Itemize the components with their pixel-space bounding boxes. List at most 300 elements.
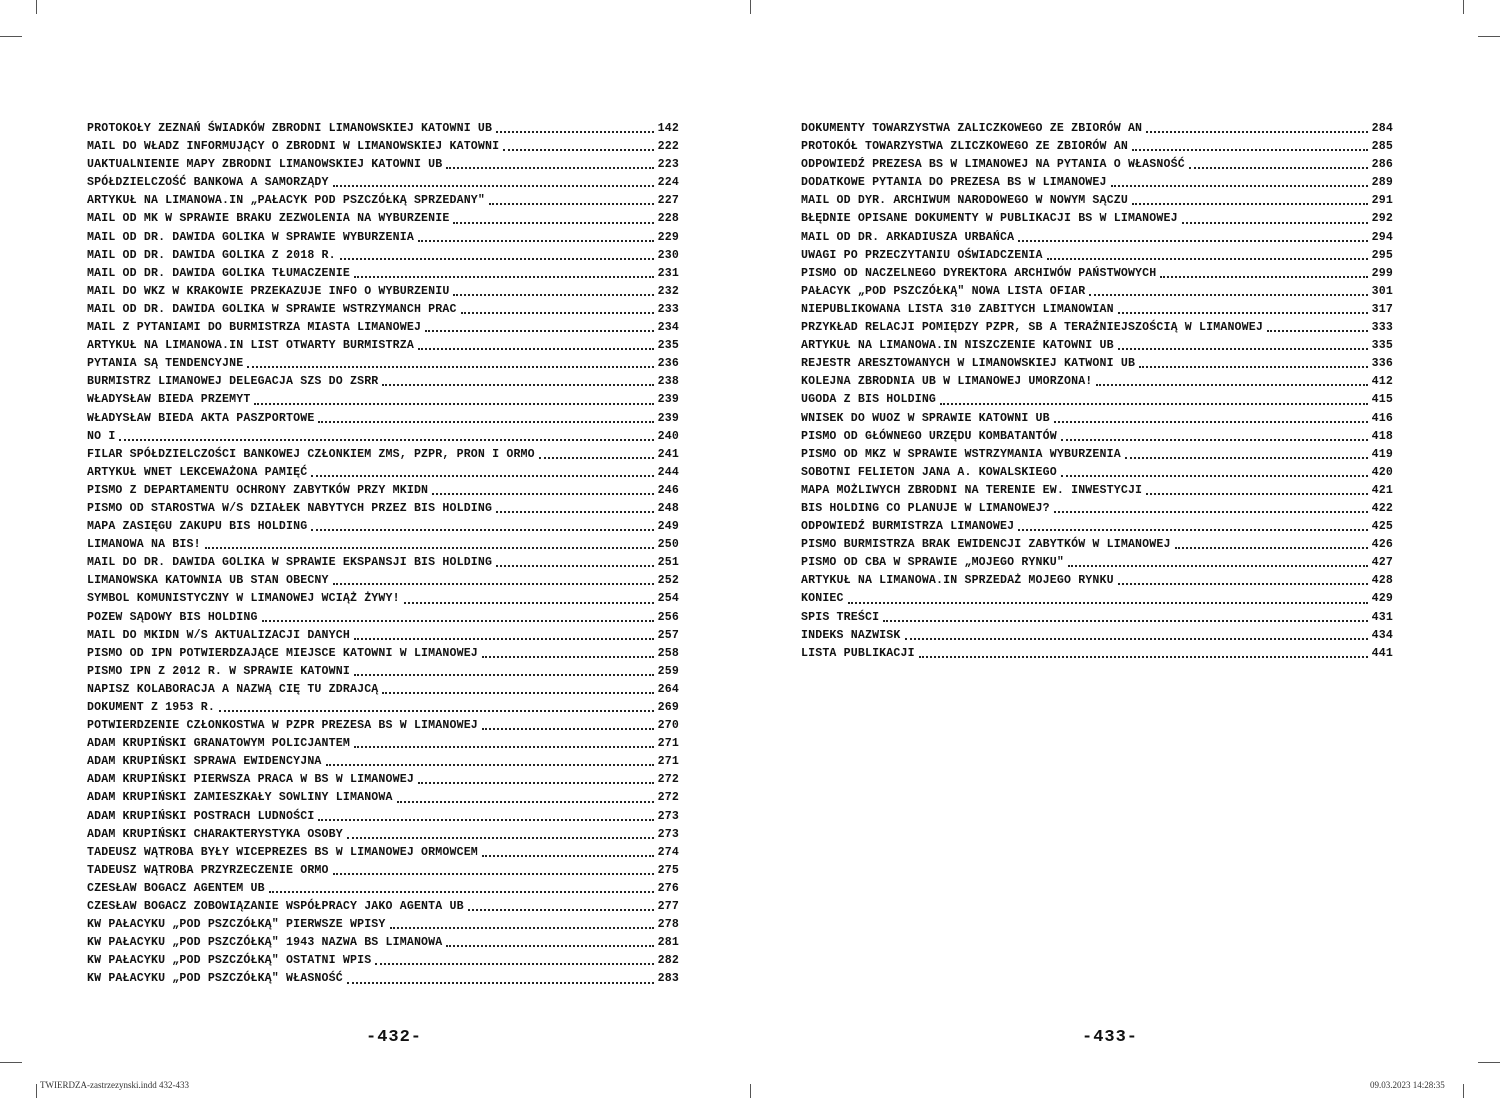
toc-entry-title: KW PAŁACYKU „POD PSZCZÓŁKĄ" 1943 NAZWA BS LIMANOWA bbox=[87, 936, 443, 950]
toc-entry-title: UGODA Z BIS HOLDING bbox=[801, 393, 937, 407]
toc-entry bbox=[87, 627, 679, 645]
toc-entry-page: 285 bbox=[1371, 140, 1393, 154]
toc-entry bbox=[87, 590, 679, 608]
dot-leader bbox=[205, 536, 654, 554]
dot-leader bbox=[482, 717, 654, 735]
toc-entry bbox=[801, 410, 1393, 428]
toc-entry-page: 241 bbox=[657, 447, 679, 461]
toc-entry-title: LIMANOWA NA BIS! bbox=[87, 538, 201, 552]
toc-entry-title: PRZYKŁAD RELACJI POMIĘDZY PZPR, SB A TERAŹNIEJSZOŚCIĄ W LIMANOWEJ bbox=[801, 321, 1263, 335]
dot-leader bbox=[1189, 156, 1368, 174]
toc-entry-page: 294 bbox=[1371, 230, 1393, 244]
toc-entry-page: 224 bbox=[657, 176, 679, 190]
toc-entry bbox=[87, 319, 679, 337]
toc-entry bbox=[87, 880, 679, 898]
toc-entry-title: MAIL OD DR. ARKADIUSZA URBAŃCA bbox=[801, 230, 1015, 244]
toc-entry-page: 416 bbox=[1371, 411, 1393, 425]
dot-leader bbox=[254, 391, 654, 409]
toc-entry bbox=[87, 301, 679, 319]
toc-entry-page: 251 bbox=[657, 556, 679, 570]
toc-entry-title: POZEW SĄDOWY BIS HOLDING bbox=[87, 610, 258, 624]
toc-entry bbox=[87, 174, 679, 192]
dot-leader bbox=[354, 265, 654, 283]
toc-entry-page: 236 bbox=[657, 357, 679, 371]
slug-timestamp: 09.03.2023 14:28:35 bbox=[1370, 1080, 1445, 1090]
toc-entry bbox=[801, 590, 1393, 608]
dot-leader bbox=[1139, 355, 1368, 373]
toc-entry-title: ADAM KRUPIŃSKI ZAMIESZKAŁY SOWLINY LIMANOWA bbox=[87, 791, 393, 805]
toc-entry bbox=[801, 301, 1393, 319]
dot-leader bbox=[1118, 337, 1368, 355]
toc-entry-title: WŁADYSŁAW BIEDA AKTA PASZPORTOWE bbox=[87, 411, 315, 425]
toc-entry-title: MAIL OD DYR. ARCHIWUM NARODOWEGO W NOWYM SĄCZU bbox=[801, 194, 1128, 208]
toc-entry-title: NAPISZ KOLABORACJA A NAZWĄ CIĘ TU ZDRAJCĄ bbox=[87, 682, 379, 696]
toc-entry bbox=[87, 446, 679, 464]
toc-entry bbox=[87, 428, 679, 446]
toc-entry bbox=[87, 898, 679, 916]
toc-entry-page: 257 bbox=[657, 628, 679, 642]
toc-entry-page: 292 bbox=[1371, 212, 1393, 226]
toc-entry bbox=[801, 609, 1393, 627]
toc-entry bbox=[87, 120, 679, 138]
dot-leader bbox=[397, 789, 654, 807]
toc-entry-page: 239 bbox=[657, 411, 679, 425]
toc-entry-title: MAIL OD DR. DAWIDA GOLIKA W SPRAWIE WSTRZYMANCH PRAC bbox=[87, 302, 457, 316]
toc-entry-title: SPÓŁDZIELCZOŚĆ BANKOWA A SAMORZĄDY bbox=[87, 176, 329, 190]
toc-entry-page: 246 bbox=[657, 483, 679, 497]
dot-leader bbox=[1182, 210, 1368, 228]
crop-mark bbox=[0, 1062, 22, 1063]
toc-entry-page: 426 bbox=[1371, 538, 1393, 552]
toc-entry-title: PISMO OD STAROSTWA W/S DZIAŁEK NABYTYCH PRZEZ BIS HOLDING bbox=[87, 501, 493, 515]
toc-entry-title: PISMO OD GŁÓWNEGO URZĘDU KOMBATANTÓW bbox=[801, 429, 1057, 443]
toc-entry-title: BURMISTRZ LIMANOWEJ DELEGACJA SZS DO ZSRR bbox=[87, 375, 379, 389]
toc-entry bbox=[801, 247, 1393, 265]
toc-entry-page: 238 bbox=[657, 375, 679, 389]
toc-entry-page: 228 bbox=[657, 212, 679, 226]
dot-leader bbox=[848, 590, 1368, 608]
toc-entry bbox=[801, 428, 1393, 446]
toc-entry-title: ARTYKUŁ NA LIMANOWA.IN NISZCZENIE KATOWNI UB bbox=[801, 339, 1114, 353]
toc-entry-page: 289 bbox=[1371, 176, 1393, 190]
dot-leader bbox=[539, 446, 654, 464]
toc-entry bbox=[87, 844, 679, 862]
dot-leader bbox=[219, 699, 654, 717]
toc-entry-page: 269 bbox=[657, 701, 679, 714]
toc-entry-title: MAIL DO DR. DAWIDA GOLIKA W SPRAWIE EKSPANSJI BIS HOLDING bbox=[87, 556, 493, 570]
dot-leader bbox=[354, 663, 654, 681]
dot-leader bbox=[496, 120, 654, 138]
toc-entry bbox=[87, 156, 679, 174]
toc-entry bbox=[87, 554, 679, 572]
dot-leader bbox=[418, 337, 654, 355]
toc-entry-page: 254 bbox=[657, 592, 679, 606]
toc-entry-title: BIS HOLDING CO PLANUJE W LIMANOWEJ? bbox=[801, 501, 1050, 515]
toc-entry-title: ARTYKUŁ NA LIMANOWA.IN „PAŁACYK POD PSZCZÓŁKĄ SPRZEDANY" bbox=[87, 194, 486, 208]
dot-leader bbox=[1054, 500, 1368, 518]
toc-entry-title: REJESTR ARESZTOWANYCH W LIMANOWSKIEJ KATWONI UB bbox=[801, 357, 1136, 371]
toc-entry-page: 239 bbox=[657, 393, 679, 407]
toc-entry-title: NIEPUBLIKOWANA LISTA 310 ZABITYCH LIMANOWIAN bbox=[801, 302, 1114, 316]
dot-leader bbox=[919, 645, 1368, 663]
toc-entry-page: 418 bbox=[1371, 429, 1393, 443]
toc-entry-page: 291 bbox=[1371, 194, 1393, 208]
toc-entry bbox=[87, 283, 679, 301]
toc-entry-title: MAPA ZASIĘGU ZAKUPU BIS HOLDING bbox=[87, 520, 308, 534]
toc-entry-title: ODPOWIEDŹ BURMISTRZA LIMANOWEJ bbox=[801, 520, 1015, 534]
crop-mark bbox=[0, 36, 22, 37]
toc-entry-title: WŁADYSŁAW BIEDA PRZEMYT bbox=[87, 393, 251, 407]
dot-leader bbox=[1068, 554, 1368, 572]
toc-entry bbox=[87, 572, 679, 590]
toc-entry-title: UAKTUALNIENIE MAPY ZBRODNI LIMANOWSKIEJ KATOWNI UB bbox=[87, 158, 443, 172]
toc-entry-title: PISMO OD CBA W SPRAWIE „MOJEGO RYNKU" bbox=[801, 556, 1064, 570]
toc-entry-title: MAIL Z PYTANIAMI DO BURMISTRZA MIASTA LIMANOWEJ bbox=[87, 321, 422, 335]
toc-entry-title: PYTANIA SĄ TENDENCYJNE bbox=[87, 357, 244, 371]
dot-leader bbox=[418, 229, 654, 247]
toc-entry-title: BŁĘDNIE OPISANE DOKUMENTY W PUBLIKACJI BS W LIMANOWEJ bbox=[801, 212, 1178, 226]
toc-entry-title: ADAM KRUPIŃSKI GRANATOWYM POLICJANTEM bbox=[87, 737, 350, 751]
toc-entry-page: 274 bbox=[657, 845, 679, 859]
dot-leader bbox=[333, 174, 654, 192]
toc-entry-page: 335 bbox=[1371, 339, 1393, 353]
dot-leader bbox=[418, 771, 654, 789]
toc-entry-title: MAIL OD DR. DAWIDA GOLIKA W SPRAWIE WYBURZENIA bbox=[87, 230, 414, 244]
toc-entry bbox=[87, 952, 679, 970]
dot-leader bbox=[247, 355, 654, 373]
toc-entry-page: 270 bbox=[657, 719, 679, 733]
toc-entry-title: SPIS TREŚCI bbox=[801, 610, 880, 624]
toc-entry-page: 295 bbox=[1371, 248, 1393, 262]
toc-entry-title: PROTOKÓŁ TOWARZYSTWA ZLICZKOWEGO ZE ZBIORÓW AN bbox=[801, 140, 1128, 154]
toc-entry bbox=[801, 645, 1393, 663]
toc-entry-page: 333 bbox=[1371, 321, 1393, 335]
dot-leader bbox=[333, 572, 654, 590]
toc-entry-page: 233 bbox=[657, 302, 679, 316]
dot-leader bbox=[269, 880, 654, 898]
toc-entry-title: LIMANOWSKA KATOWNIA UB STAN OBECNY bbox=[87, 574, 329, 588]
toc-entry-page: 281 bbox=[657, 936, 679, 950]
toc-entry bbox=[801, 482, 1393, 500]
toc-entry-page: 434 bbox=[1371, 628, 1393, 642]
dot-leader bbox=[1018, 229, 1368, 247]
toc-entry-title: INDEKS NAZWISK bbox=[801, 628, 901, 642]
toc-entry-page: 240 bbox=[657, 429, 679, 443]
toc-entry bbox=[87, 518, 679, 536]
toc-entry-page: 427 bbox=[1371, 556, 1393, 570]
toc-entry bbox=[87, 210, 679, 228]
toc-entry bbox=[801, 138, 1393, 156]
toc-entry-page: 415 bbox=[1371, 393, 1393, 407]
dot-leader bbox=[496, 500, 654, 518]
dot-leader bbox=[1175, 536, 1368, 554]
toc-entry-title: CZESŁAW BOGACZ AGENTEM UB bbox=[87, 881, 265, 895]
toc-entry bbox=[87, 753, 679, 771]
toc-entry-page: 421 bbox=[1371, 483, 1393, 497]
toc-entry bbox=[801, 337, 1393, 355]
toc-entry-page: 419 bbox=[1371, 447, 1393, 461]
toc-entry bbox=[801, 120, 1393, 138]
dot-leader bbox=[940, 391, 1368, 409]
dot-leader bbox=[1132, 138, 1368, 156]
dot-leader bbox=[311, 518, 654, 536]
dot-leader bbox=[1132, 192, 1368, 210]
dot-leader bbox=[1111, 174, 1368, 192]
toc-entry-page: 222 bbox=[657, 140, 679, 154]
dot-leader bbox=[354, 735, 654, 753]
toc-entry-page: 230 bbox=[657, 248, 679, 262]
toc-entry-page: 264 bbox=[657, 682, 679, 696]
toc-entry-page: 428 bbox=[1371, 574, 1393, 588]
toc-entry-title: TADEUSZ WĄTROBA PRZYRZECZENIE ORMO bbox=[87, 863, 329, 877]
crop-mark bbox=[1478, 1062, 1500, 1063]
dot-leader bbox=[375, 952, 654, 970]
toc-entry bbox=[87, 536, 679, 554]
toc-entry-page: 284 bbox=[1371, 122, 1393, 135]
toc-entry bbox=[87, 916, 679, 934]
toc-entry-title: PISMO IPN Z 2012 R. W SPRAWIE KATOWNI bbox=[87, 664, 350, 678]
toc-entry bbox=[87, 826, 679, 844]
toc-entry bbox=[801, 283, 1393, 301]
crop-mark bbox=[1478, 36, 1500, 37]
toc-entry bbox=[87, 808, 679, 826]
toc-entry bbox=[87, 192, 679, 210]
toc-entry bbox=[87, 410, 679, 428]
dot-leader bbox=[461, 301, 654, 319]
toc-entry-title: UWAGI PO PRZECZYTANIU OŚWIADCZENIA bbox=[801, 248, 1043, 262]
dot-leader bbox=[1054, 410, 1368, 428]
toc-entry bbox=[87, 681, 679, 699]
toc-entry bbox=[801, 355, 1393, 373]
toc-entry bbox=[87, 699, 679, 717]
dot-leader bbox=[1061, 464, 1368, 482]
toc-entry-title: LISTA PUBLIKACJI bbox=[801, 646, 915, 660]
dot-leader bbox=[425, 319, 654, 337]
dot-leader bbox=[453, 283, 654, 301]
toc-entry bbox=[801, 174, 1393, 192]
toc-entry-page: 252 bbox=[657, 574, 679, 588]
toc-entry-page: 258 bbox=[657, 646, 679, 660]
dot-leader bbox=[453, 210, 654, 228]
toc-entry-title: KONIEC bbox=[801, 592, 844, 606]
toc-entry bbox=[801, 319, 1393, 337]
toc-entry-title: MAIL DO WKZ W KRAKOWIE PRZEKAZUJE INFO O WYBURZENIU bbox=[87, 284, 450, 298]
toc-entry bbox=[801, 554, 1393, 572]
toc-entry bbox=[87, 229, 679, 247]
dot-leader bbox=[1125, 446, 1368, 464]
toc-entry bbox=[87, 391, 679, 409]
toc-entry-title: ARTYKUŁ WNET LEKCEWAŻONA PAMIĘĆ bbox=[87, 465, 308, 479]
toc-entry-title: DOKUMENTY TOWARZYSTWA ZALICZKOWEGO ZE ZBIORÓW AN bbox=[801, 122, 1143, 135]
toc-entry-page: 317 bbox=[1371, 302, 1393, 316]
dot-leader bbox=[883, 609, 1368, 627]
dot-leader bbox=[468, 898, 654, 916]
toc-entry bbox=[801, 265, 1393, 283]
toc-entry bbox=[801, 156, 1393, 174]
toc-entry-page: 275 bbox=[657, 863, 679, 877]
toc-entry bbox=[87, 862, 679, 880]
toc-entry-page: 259 bbox=[657, 664, 679, 678]
toc-entry-title: PROTOKOŁY ZEZNAŃ ŚWIADKÓW ZBRODNI LIMANOWSKIEJ KATOWNI UB bbox=[87, 122, 493, 135]
toc-entry-page: 286 bbox=[1371, 158, 1393, 172]
dot-leader bbox=[311, 464, 654, 482]
toc-entry-title: KW PAŁACYKU „POD PSZCZÓŁKĄ" OSTATNI WPIS bbox=[87, 954, 372, 968]
toc-entry-title: PISMO OD IPN POTWIERDZAJĄCE MIEJSCE KATOWNI W LIMANOWEJ bbox=[87, 646, 478, 660]
toc-entry-title: CZESŁAW BOGACZ ZOBOWIĄZANIE WSPÓŁPRACY JAKO AGENTA UB bbox=[87, 900, 464, 914]
crop-mark bbox=[750, 1084, 751, 1098]
dot-leader bbox=[503, 138, 654, 156]
toc-entry bbox=[801, 500, 1393, 518]
toc-entry bbox=[87, 464, 679, 482]
toc-entry bbox=[87, 735, 679, 753]
toc-entry bbox=[87, 482, 679, 500]
dot-leader bbox=[354, 627, 654, 645]
toc-entry-page: 248 bbox=[657, 501, 679, 515]
toc-entry bbox=[87, 970, 679, 988]
toc-entry-title: PAŁACYK „POD PSZCZÓŁKĄ" NOWA LISTA OFIAR bbox=[801, 284, 1086, 298]
toc-entry bbox=[801, 536, 1393, 554]
toc-entry-title: TADEUSZ WĄTROBA BYŁY WICEPREZES BS W LIMANOWEJ ORMOWCEM bbox=[87, 845, 478, 859]
crop-mark bbox=[36, 0, 37, 14]
toc-entry-page: 412 bbox=[1371, 375, 1393, 389]
toc-entry bbox=[87, 265, 679, 283]
toc-entry bbox=[87, 500, 679, 518]
crop-mark bbox=[36, 1084, 37, 1098]
toc-entry-title: NO I bbox=[87, 429, 116, 443]
toc-entry-page: 250 bbox=[657, 538, 679, 552]
toc-entry-title: PISMO OD NACZELNEGO DYREKTORA ARCHIWÓW PAŃSTWOWYCH bbox=[801, 266, 1157, 280]
toc-entry-page: 273 bbox=[657, 809, 679, 823]
dot-leader bbox=[404, 590, 654, 608]
dot-leader bbox=[1160, 265, 1368, 283]
toc-entry bbox=[87, 609, 679, 627]
page-number-left: -432- bbox=[366, 1028, 423, 1047]
toc-entry bbox=[801, 518, 1393, 536]
dot-leader bbox=[1061, 428, 1368, 446]
toc-entry-page: 278 bbox=[657, 918, 679, 932]
toc-entry-title: ADAM KRUPIŃSKI SPRAWA EWIDENCYJNA bbox=[87, 755, 322, 769]
toc-entry-page: 429 bbox=[1371, 592, 1393, 606]
toc-entry-title: PISMO Z DEPARTAMENTU OCHRONY ZABYTKÓW PRZY MKIDN bbox=[87, 483, 429, 497]
dot-leader bbox=[382, 681, 654, 699]
dot-leader bbox=[1118, 572, 1368, 590]
toc-entry-title: DOKUMENT Z 1953 R. bbox=[87, 701, 215, 714]
toc-entry bbox=[87, 337, 679, 355]
toc-entry-title: FILAR SPÓŁDZIELCZOŚCI BANKOWEJ CZŁONKIEM ZMS, PZPR, PRON I ORMO bbox=[87, 447, 535, 461]
toc-entry bbox=[801, 446, 1393, 464]
dot-leader bbox=[1267, 319, 1368, 337]
toc-entry-page: 301 bbox=[1371, 284, 1393, 298]
toc-entry-page: 283 bbox=[657, 972, 679, 986]
toc-entry-title: MAPA MOŻLIWYCH ZBRODNI NA TERENIE EW. INWESTYCJI bbox=[801, 483, 1143, 497]
dot-leader bbox=[1146, 482, 1368, 500]
toc-entry bbox=[87, 717, 679, 735]
toc-entry-title: POTWIERDZENIE CZŁONKOSTWA W PZPR PREZESA BS W LIMANOWEJ bbox=[87, 719, 478, 733]
dot-leader bbox=[1047, 247, 1368, 265]
dot-leader bbox=[496, 554, 654, 572]
dot-leader bbox=[1018, 518, 1368, 536]
toc-entry bbox=[801, 192, 1393, 210]
toc-entry-page: 272 bbox=[657, 773, 679, 787]
toc-entry-page: 256 bbox=[657, 610, 679, 624]
toc-entry bbox=[801, 464, 1393, 482]
toc-entry bbox=[87, 355, 679, 373]
dot-leader bbox=[333, 862, 654, 880]
toc-entry-page: 299 bbox=[1371, 266, 1393, 280]
toc-entry-page: 229 bbox=[657, 230, 679, 244]
dot-leader bbox=[262, 609, 654, 627]
dot-leader bbox=[482, 844, 654, 862]
toc-entry-title: ADAM KRUPIŃSKI POSTRACH LUDNOŚCI bbox=[87, 809, 315, 823]
toc-entry-page: 336 bbox=[1371, 357, 1393, 371]
toc-entry bbox=[87, 789, 679, 807]
slug-filename: TWIERDZA-zastrzezynski.indd 432-433 bbox=[40, 1080, 189, 1090]
toc-entry-page: 282 bbox=[657, 954, 679, 968]
toc-entry-page: 244 bbox=[657, 465, 679, 479]
toc-entry-page: 235 bbox=[657, 339, 679, 353]
toc-entry-page: 273 bbox=[657, 827, 679, 841]
toc-entry bbox=[801, 229, 1393, 247]
dot-leader bbox=[482, 645, 654, 663]
toc-entry-page: 431 bbox=[1371, 610, 1393, 624]
dot-leader bbox=[119, 428, 654, 446]
dot-leader bbox=[347, 970, 654, 988]
toc-entry-title: SOBOTNI FELIETON JANA A. KOWALSKIEGO bbox=[801, 465, 1057, 479]
dot-leader bbox=[1118, 301, 1368, 319]
toc-entry-page: 271 bbox=[657, 737, 679, 751]
toc-entry-page: 422 bbox=[1371, 501, 1393, 515]
toc-right-page bbox=[801, 120, 1393, 663]
dot-leader bbox=[318, 410, 654, 428]
toc-entry-page: 249 bbox=[657, 520, 679, 534]
toc-entry-title: WNISEK DO WUOZ W SPRAWIE KATOWNI UB bbox=[801, 411, 1050, 425]
dot-leader bbox=[1089, 283, 1368, 301]
toc-entry-title: KOLEJNA ZBRODNIA UB W LIMANOWEJ UMORZONA! bbox=[801, 375, 1093, 389]
toc-entry bbox=[87, 934, 679, 952]
toc-entry-title: ADAM KRUPIŃSKI CHARAKTERYSTYKA OSOBY bbox=[87, 827, 343, 841]
dot-leader bbox=[446, 934, 654, 952]
toc-entry-title: MAIL OD DR. DAWIDA GOLIKA TŁUMACZENIE bbox=[87, 266, 350, 280]
dot-leader bbox=[1096, 373, 1368, 391]
toc-entry-title: MAIL DO WŁADZ INFORMUJĄCY O ZBRODNI W LIMANOWSKIEJ KATOWNI bbox=[87, 140, 500, 154]
toc-entry bbox=[87, 771, 679, 789]
toc-entry-title: KW PAŁACYKU „POD PSZCZÓŁKĄ" WŁASNOŚĆ bbox=[87, 972, 343, 986]
toc-entry-title: PISMO OD MKZ W SPRAWIE WSTRZYMANIA WYBURZENIA bbox=[801, 447, 1121, 461]
toc-left-page bbox=[87, 120, 679, 989]
dot-leader bbox=[1146, 120, 1368, 138]
toc-entry bbox=[87, 247, 679, 265]
toc-entry bbox=[87, 645, 679, 663]
dot-leader bbox=[318, 808, 654, 826]
toc-entry-title: ADAM KRUPIŃSKI PIERWSZA PRACA W BS W LIMANOWEJ bbox=[87, 773, 414, 787]
toc-entry-page: 441 bbox=[1371, 646, 1393, 660]
toc-entry-page: 227 bbox=[657, 194, 679, 208]
toc-entry-page: 231 bbox=[657, 266, 679, 280]
dot-leader bbox=[326, 753, 654, 771]
toc-entry bbox=[801, 572, 1393, 590]
toc-entry bbox=[801, 627, 1393, 645]
dot-leader bbox=[446, 156, 654, 174]
toc-entry-page: 223 bbox=[657, 158, 679, 172]
dot-leader bbox=[382, 373, 654, 391]
dot-leader bbox=[347, 826, 654, 844]
toc-entry bbox=[87, 138, 679, 156]
toc-entry-page: 425 bbox=[1371, 520, 1393, 534]
toc-entry-page: 234 bbox=[657, 321, 679, 335]
toc-entry-title: PISMO BURMISTRZA BRAK EWIDENCJI ZABYTKÓW W LIMANOWEJ bbox=[801, 538, 1171, 552]
toc-entry-page: 276 bbox=[657, 881, 679, 895]
toc-entry-title: ODPOWIEDŹ PREZESA BS W LIMANOWEJ NA PYTANIA O WŁASNOŚĆ bbox=[801, 158, 1185, 172]
